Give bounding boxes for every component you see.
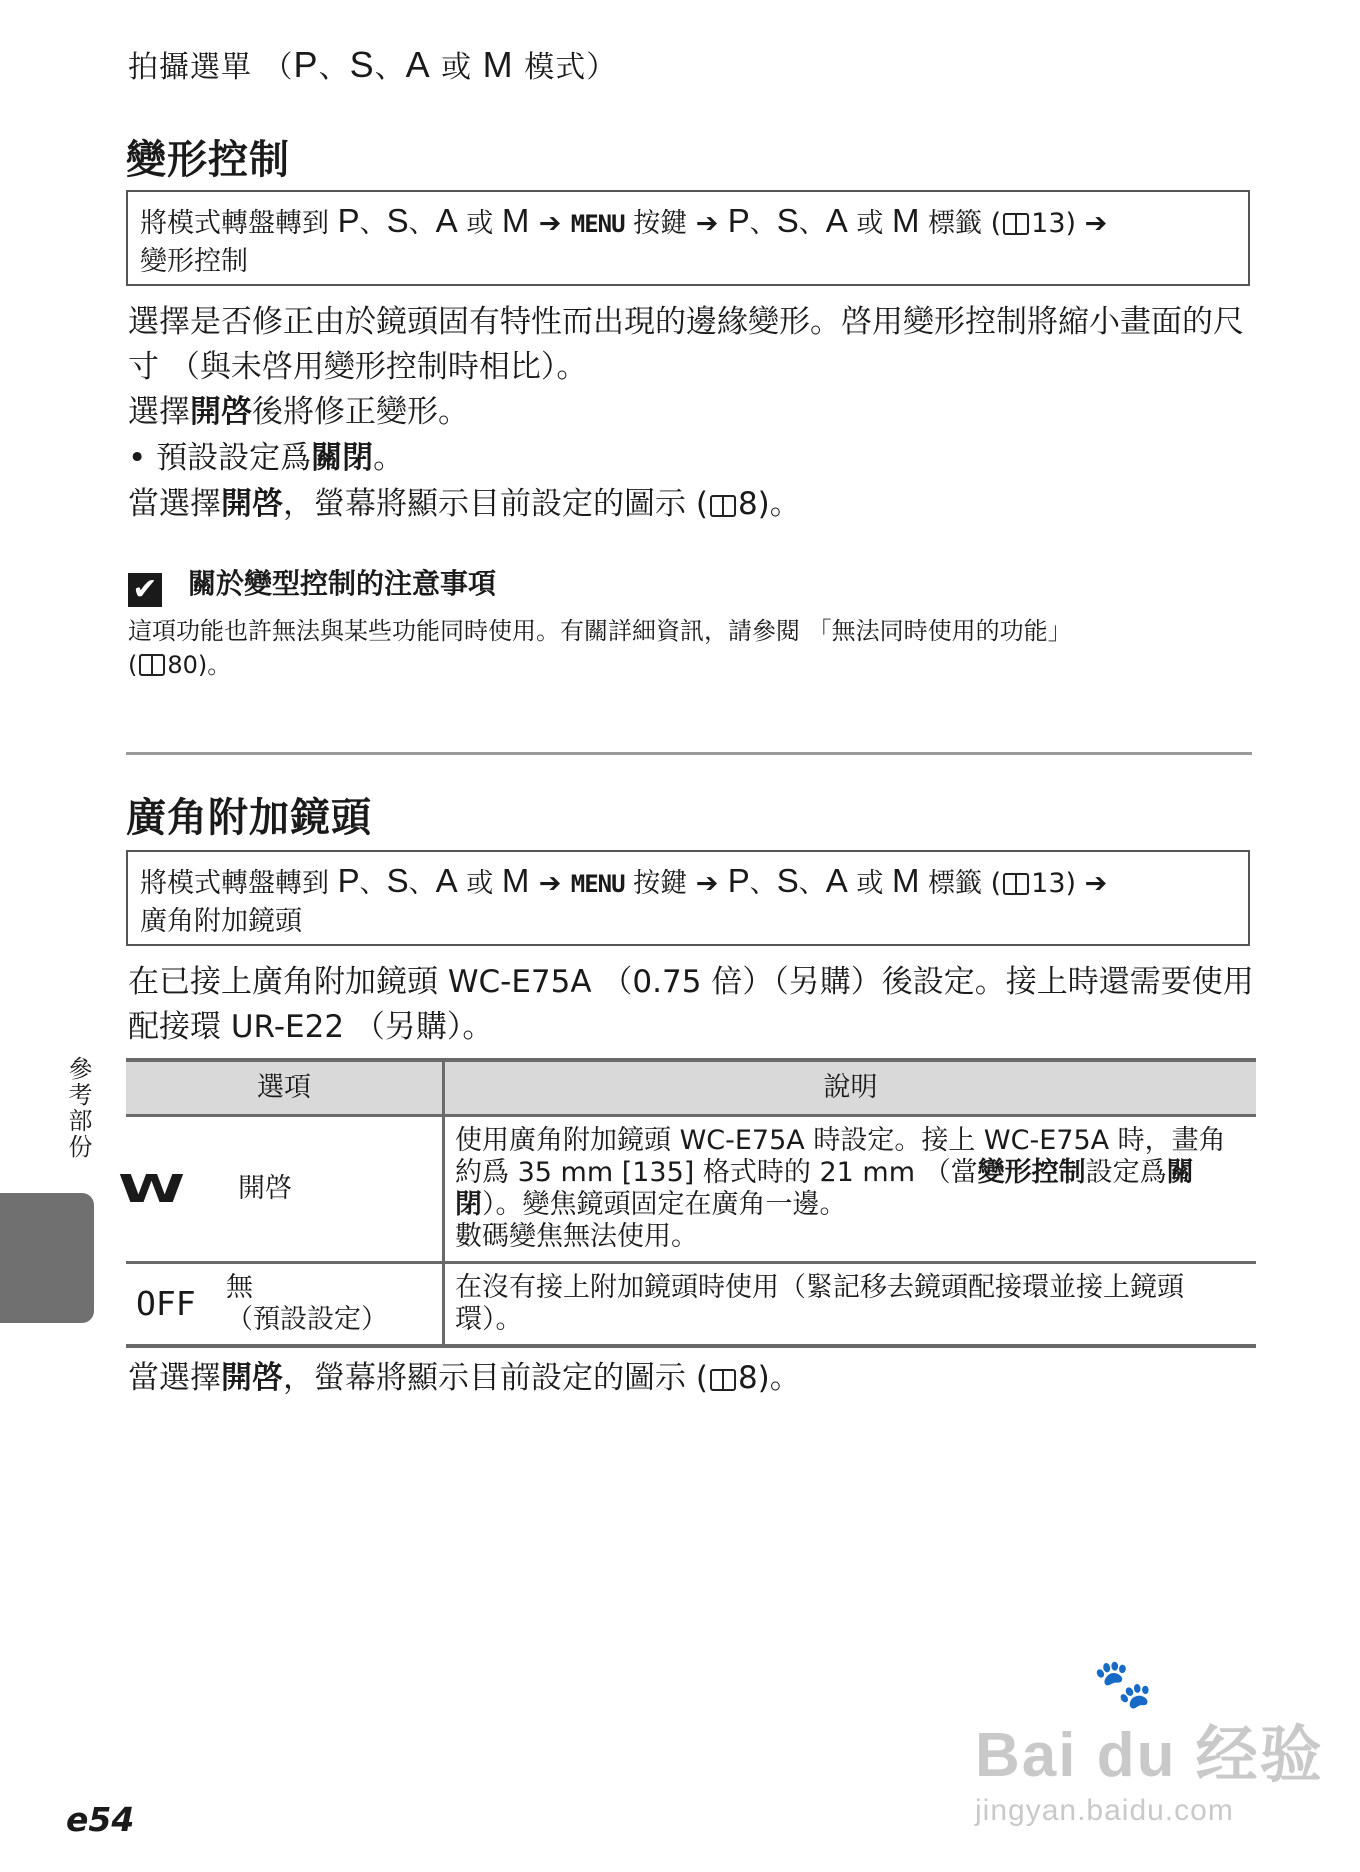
page-header: 拍攝選單 （P、S、A 或 M 模式） [128, 44, 618, 85]
distortion-on-note: 選擇開啓後將修正變形。 [128, 394, 469, 430]
wide-angle-icon-note: 當選擇開啓，螢幕將顯示目前設定的圖示 ( 8)。 [128, 1360, 801, 1396]
options-table [118, 1058, 1256, 1348]
note-body: 這項功能也許無法與某些功能同時使用。有關詳細資訊，請參閱 「無法同時使用的功能」 ( 80)。 [128, 617, 1072, 679]
page-number: e54 [66, 1800, 135, 1839]
option-cell: W 開啓 [126, 1116, 444, 1263]
menu-button-label: MENU [570, 210, 625, 238]
menu-button-label: MENU [570, 870, 625, 898]
book-reference-icon [710, 495, 736, 517]
default-setting-bullet: • 預設設定爲關閉。 [128, 440, 405, 476]
wide-angle-description: 在已接上廣角附加鏡頭 WC-E75A （0.75 倍）（另購）後設定。接上時還需要使用配接環 UR-E22 （另購）。 [128, 964, 1254, 1045]
table-header-option: 選項 [126, 1060, 444, 1116]
reference-section-icon: e [66, 1800, 89, 1839]
side-section-label: 參考部份 [64, 1056, 92, 1160]
book-reference-icon [1003, 213, 1029, 235]
paw-icon: 🐾 [1093, 1658, 1153, 1711]
check-icon: ✔ [128, 573, 162, 607]
table-row [126, 1116, 1256, 1263]
book-reference-icon [710, 1369, 736, 1391]
book-reference-icon [1003, 873, 1029, 895]
note-heading: ✔ 關於變型控制的注意事項 [128, 562, 496, 607]
description-cell: 使用廣角附加鏡頭 WC-E75A 時設定。接上 WC-E75A 時，畫角約爲 35 mm [135] 格式時的 21 mm （當變形控制設定爲關閉）。變焦鏡頭固定在廣角一邊。 數碼變焦無法使用。 [444, 1116, 1257, 1263]
wide-angle-icon: W [118, 1167, 186, 1211]
side-tab-marker [0, 1193, 94, 1323]
distortion-icon-note: 當選擇開啓，螢幕將顯示目前設定的圖示 ( 8)。 [128, 486, 801, 522]
nav-path-box-distortion: 將模式轉盤轉到 P、S、A 或 M ➔ MENU 按鍵 ➔ P、S、A 或 M 標籤 ( 13) ➔ 變形控制 [126, 190, 1250, 286]
section-title-distortion: 變形控制 [126, 137, 290, 183]
option-cell: OFF 無 （預設設定） [126, 1263, 444, 1347]
section-divider [126, 752, 1252, 755]
watermark: 🐾 Bai du 经验 jingyan.baidu.com [975, 1705, 1324, 1828]
off-icon: OFF [136, 1284, 196, 1323]
table-header-description: 說明 [444, 1060, 1257, 1116]
book-reference-icon [139, 654, 165, 676]
nav-path-box-wide-angle: 將模式轉盤轉到 P、S、A 或 M ➔ MENU 按鍵 ➔ P、S、A 或 M 標籤 ( 13) ➔ 廣角附加鏡頭 [126, 850, 1250, 946]
table-row [126, 1263, 1256, 1347]
description-cell: 在沒有接上附加鏡頭時使用（緊記移去鏡頭配接環並接上鏡頭環）。 [444, 1263, 1257, 1347]
distortion-description: 選擇是否修正由於鏡頭固有特性而出現的邊緣變形。啓用變形控制將縮小畫面的尺寸 （與未啓用變形控制時相比）。 [128, 304, 1244, 385]
section-title-wide-angle: 廣角附加鏡頭 [126, 795, 372, 841]
